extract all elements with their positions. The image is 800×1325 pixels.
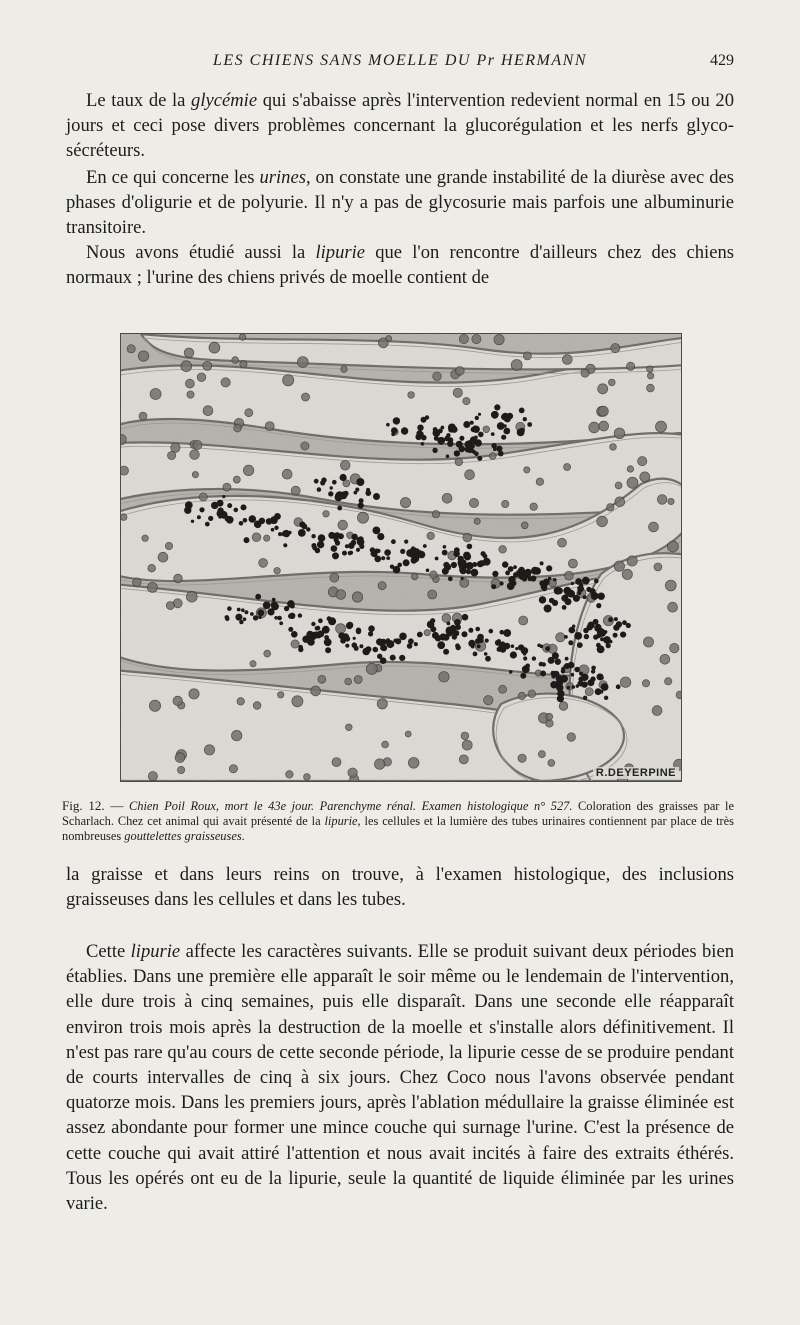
histology-figure [120,333,682,782]
term-lipurie: lipurie [315,242,366,263]
text-segment: Cette [86,941,131,962]
text-segment: affecte les caractères suivants. Elle se produit suivant deux périodes bien établies. Dans une première elle apparaît le soir même ou le lendemain de l'intervention, elle dure trois à cinq semaines, puis elle disparaît. Dans une seconde elle réapparaît environ trois mois après la destruction de la moelle et s'installe alors définitivement. Il n'est pas rare qu'au cours de cette seconde période, la lipurie cesse de se produire pendant de courts intervalles de cinq à six jours. Chez Coco nous l'avons observée pendant quatorze mois. Dans les premiers jours, après l'ablation médullaire la graisse éliminée est assez abondante pour former une mince couche qui surnage l'urine. C'est la présence de cette couche qui avait attiré l'attention et nous avait incités à faire des extraits éthérés. Tous les opérés ont eu de la lipurie, seule la quantité de liquide éliminée par les urines varie. [66,941,734,1215]
caption-title: Chien Poil Roux, mort le 43e jour. Parenchyme rénal. Examen histologique n° 527. [128,799,573,813]
text-segment: Le taux de la [86,90,192,111]
caption-term-gouttelettes: gouttelettes graisseuses [124,829,242,843]
caption-text: . [241,829,245,843]
caption-text: Coloration des graisses par le Scharlach. Chez cet animal qui avait présenté de la [62,799,734,828]
text-segment: Nous avons étudié aussi la [86,242,316,263]
term-urines: urines [259,167,306,188]
page-number: 429 [710,52,734,69]
term-lipurie: lipurie [130,941,181,962]
text-segment: En ce qui concerne les [86,167,260,188]
paragraph-lipurie-caracteres [66,939,734,1216]
text-segment: la graisse et dans leurs reins on trouve, à l'examen histologique, des inclusions graisseuses dans les cellules et dans les tubes. [66,864,734,911]
paragraph-urines [66,165,734,241]
paragraph-lipurie-intro [66,240,734,290]
figure-caption [62,798,734,844]
caption-text: , les cellules et la lumière des tubes urinaires contiennent par place de très nombreuses [62,814,734,843]
caption-label: Fig. 12. — [62,798,124,813]
running-head: LES CHIENS SANS MOELLE DU Pr HERMANN [213,52,587,69]
page-header [60,52,740,76]
text-segment: , on constate une grande instabilité de la diurèse avec des phases d'oligurie et de polyurie. Il n'y a pas de glycosurie mais parfois une albuminurie transitoire. [66,167,734,239]
caption-term-lipurie: lipurie [324,814,358,828]
text-segment: que l'on rencontre d'ailleurs chez des chiens normaux ; l'urine des chiens privés de moelle contient de [66,242,734,289]
illustrator-signature: R.DEYERPINE [593,767,679,779]
text-segment: qui s'abaisse après l'intervention redevient normal en 15 ou 20 jours et ceci pose divers problèmes concernant la glucorégulation et les nerfs glyco-sécréteurs. [66,90,734,162]
paragraph-graisse [66,862,734,912]
histology-illustration [121,334,681,781]
term-glycemie: glycémie [191,90,258,111]
paragraph-glycemie [66,88,734,164]
